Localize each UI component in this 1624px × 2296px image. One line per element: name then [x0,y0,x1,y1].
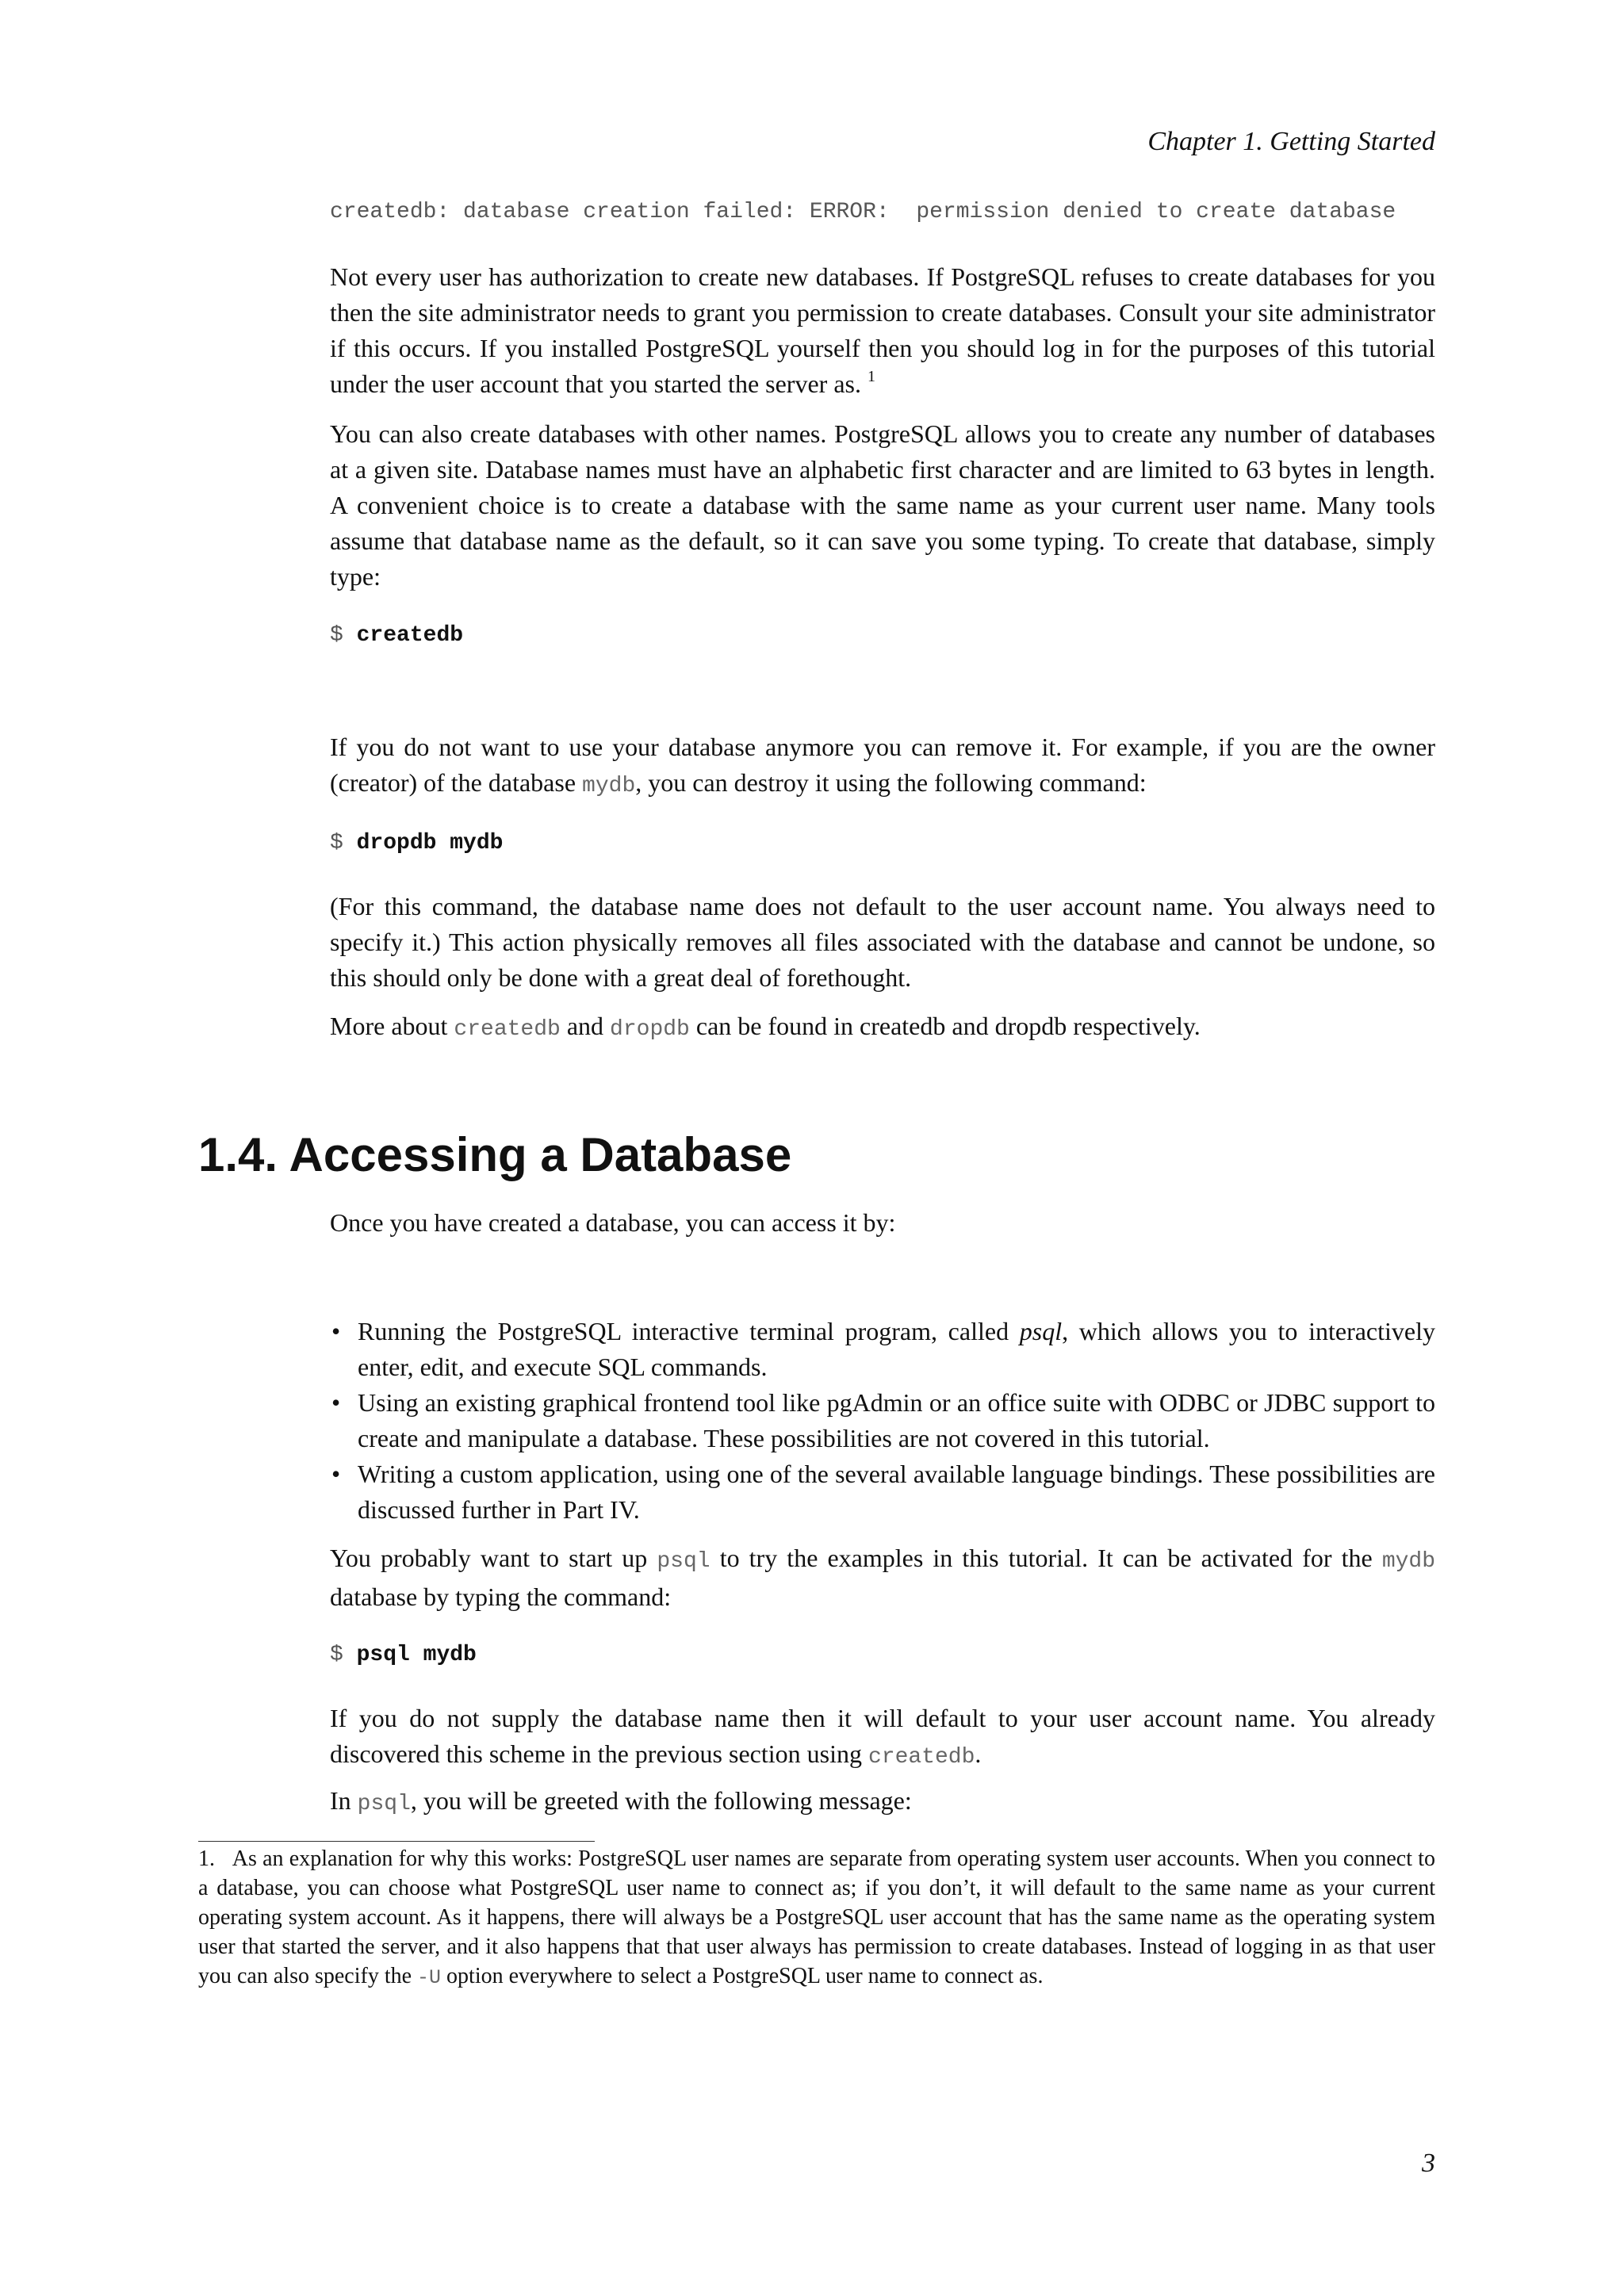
paragraph-greeting: In psql, you will be greeted with the following message: [330,1786,912,1816]
error-code-line: createdb: database creation failed: ERROR: permission denied to create database [330,200,1396,224]
footnote-ref[interactable]: 1 [867,368,875,385]
paragraph-more-about: More about createdb and dropdb can be found in createdb and dropdb respectively. [330,1012,1201,1042]
paragraph-authorization: Not every user has authorization to create new databases. If PostgreSQL refuses to create databases for you then the site administrator needs to grant you permission to create databases. Consult your site administrator if this occurs. If you installed PostgreSQL yourself then you should log in for the purposes of this tutorial under the user account that you started the server as. $^1$ [330,262,1435,398]
paragraph-start-psql: You probably want to start up psql to try the examples in this tutorial. It can be activated for the mydb database by typing the command: [330,1544,1436,1611]
code-psql: $ psql mydb [330,1643,477,1667]
list-item: • Using an existing graphical frontend tool like pgAdmin or an office suite with ODBC or JDBC support to create and manipulate a database. These possibilities are not covered in this tutorial. [331,1388,1435,1452]
list-item: • Writing a custom application, using one of the several available language bindings. These possibilities are discussed further in Part IV. [331,1460,1435,1524]
running-header: Chapter 1. Getting Started [1147,127,1435,156]
paragraph-remove-db: If you do not want to use your database anymore you can remove it. For example, if you are the owner (creator) of the database mydb, you can destroy it using the following command: [330,733,1435,798]
section-heading: 1.4. Accessing a Database [198,1128,792,1181]
page-number: 3 [1422,2149,1435,2178]
list-item: • Running the PostgreSQL interactive terminal program, called psql, which allows you to interactively enter, edit, and execute SQL commands. [331,1317,1436,1381]
paragraph-dropdb-note: (For this command, the database name does not default to the user account name. You always need to specify it.) This action physically removes all files associated with the database and cannot be undone, so this should only be done with a great deal of forethought. [330,892,1435,992]
footnote-divider [198,1841,595,1842]
access-methods-list [330,1314,1435,1528]
code-dropdb: $ dropdb mydb [330,831,504,855]
code-createdb: $ createdb [330,623,464,648]
paragraph-other-names: You can also create databases with other names. PostgreSQL allows you to create any number of databases at a given site. Database names must have an alphabetic first character and are limited to 63 bytes in length. A convenient choice is to create a database with the same name as your current user name. Many tools assume that database name as the default, so it can save you some typing. To create that database, simply type: [330,419,1435,591]
paragraph-default-name: If you do not supply the database name then it will default to your user account name. You already discovered this scheme in the previous section using createdb. [330,1704,1435,1770]
footnote: 1. As an explanation for why this works: PostgreSQL user names are separate from operating system user accounts. When you connect to a database, you can choose what PostgreSQL user name to connect as; if you don’t, it will default to the same name as your current operating system account. As it happens, there will always be a PostgreSQL user account that has the same name as the operating system user that started the server, and it also happens that that user always has permission to create databases. Instead of logging in as that user you can also specify the -U option everywhere to select a PostgreSQL user name to connect as. [198,1846,1435,1989]
section-intro: Once you have created a database, you can access it by: [330,1208,896,1237]
